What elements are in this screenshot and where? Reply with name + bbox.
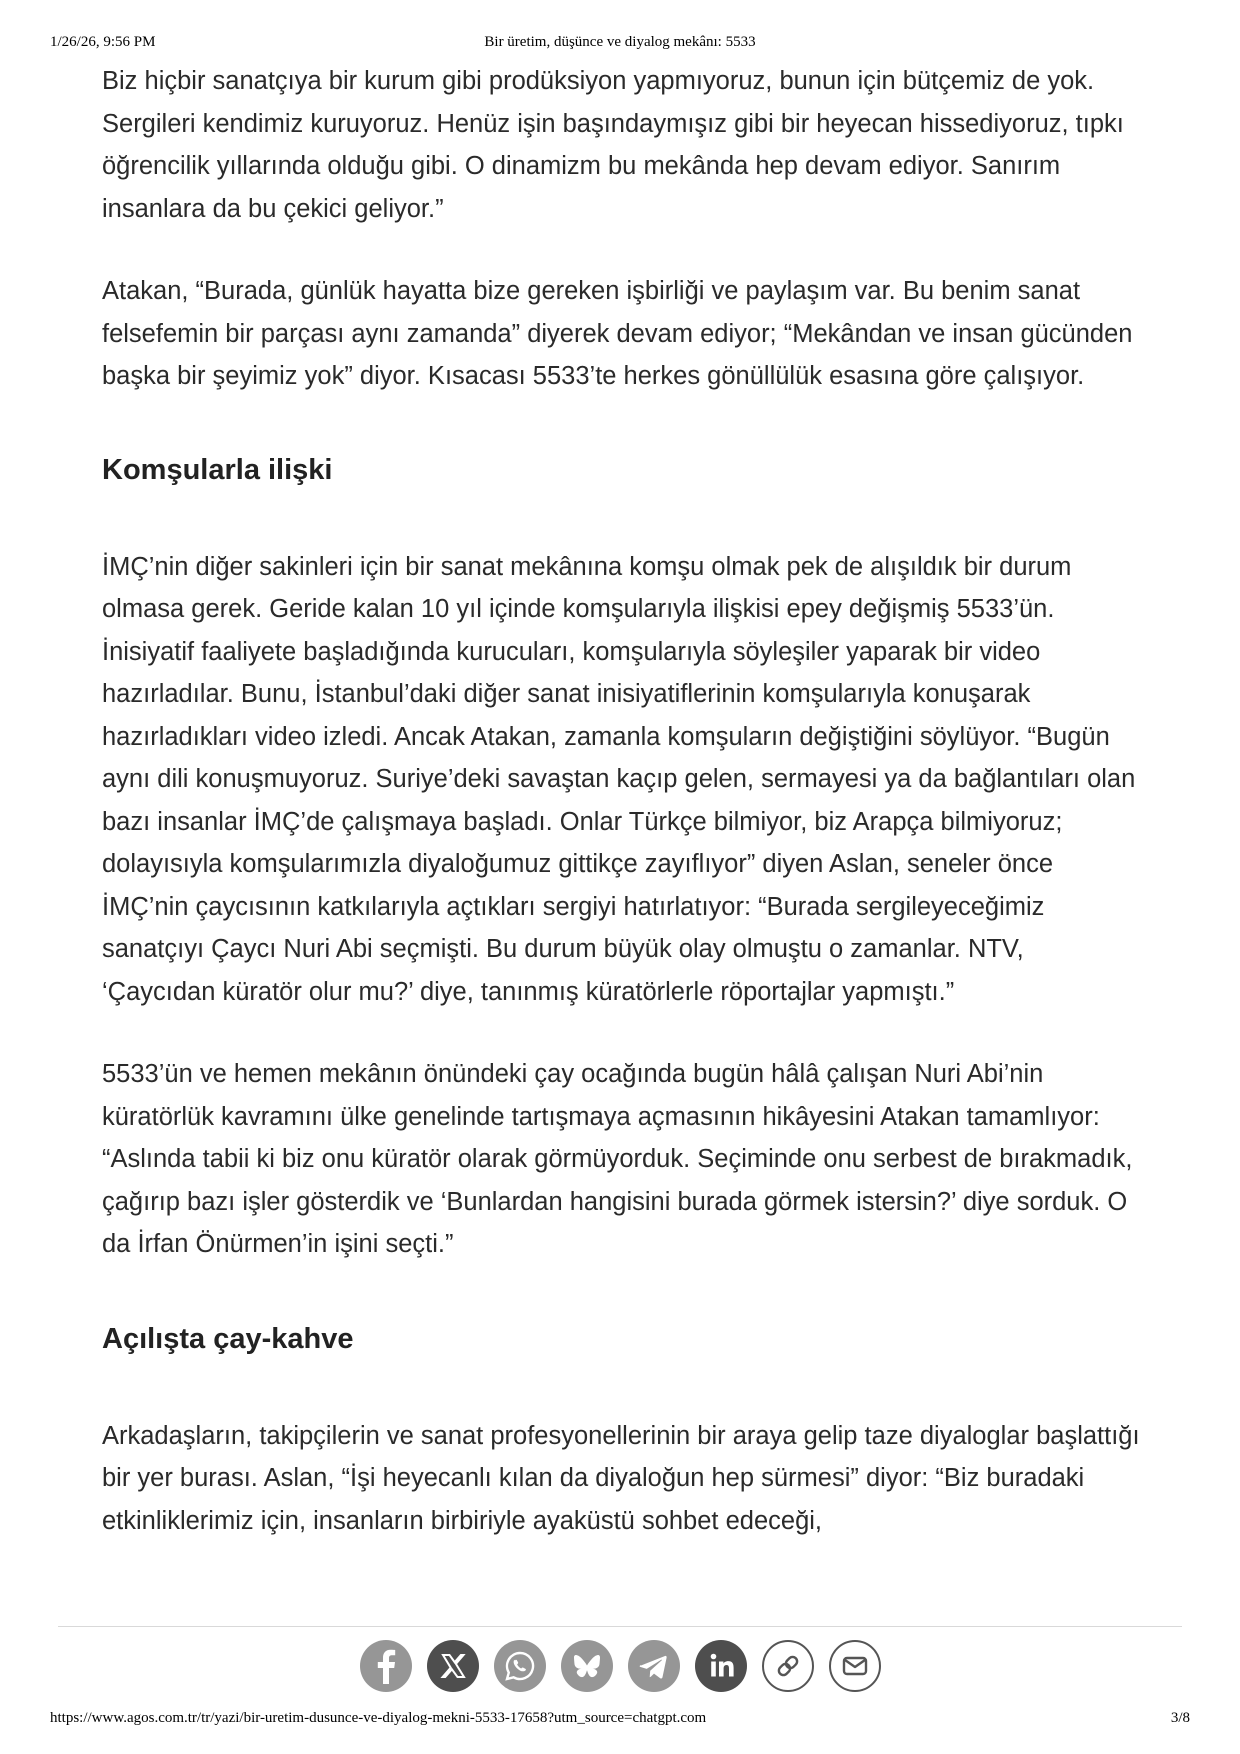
share-email-button[interactable]: [829, 1640, 881, 1692]
link-icon: [764, 1642, 812, 1690]
share-facebook-button[interactable]: [360, 1640, 412, 1692]
article-paragraph: Arkadaşların, takipçilerin ve sanat profesyonellerinin bir araya gelip taze diyaloglar başlattığı bir yer burası. Aslan, “İşi heyecanlı kılan da diyaloğun hep sürmesi” diyor: “Biz buradaki etkinliklerimiz için, insanların birbiriyle ayaküstü sohbet edeceği,: [102, 1421, 1140, 1535]
section-heading: Açılışta çay-kahve: [102, 1322, 354, 1355]
print-page-title: Bir üretim, düşünce ve diyalog mekânı: 5533: [484, 34, 756, 50]
linkedin-icon: [695, 1640, 747, 1692]
print-datetime: 1/26/26, 9:56 PM: [50, 34, 156, 50]
x-icon: [427, 1640, 479, 1692]
share-linkedin-button[interactable]: [695, 1640, 747, 1692]
article-paragraph: 5533’ün ve hemen mekânın önündeki çay ocağında bugün hâlâ çalışan Nuri Abi’nin küratörlük kavramını ülke genelinde tartışmaya açmasının hikâyesini Atakan tamamlıyor: “Aslında tabii ki biz onu küratör olarak görmüyorduk. Seçiminde onu serbest de bırakmadık, çağırıp bazı işler gösterdik ve ‘Bunlardan hangisini burada görmek istersin?’ diye sorduk. O da İrfan Önürmen’in işini seçti.”: [102, 1060, 1133, 1258]
section-heading: Komşularla ilişki: [102, 453, 333, 486]
facebook-icon: [360, 1640, 412, 1692]
whatsapp-icon: [494, 1640, 546, 1692]
article-body: [102, 60, 1142, 1542]
share-copy-link-button[interactable]: [762, 1640, 814, 1692]
article-paragraph: Atakan, “Burada, günlük hayatta bize gereken işbirliği ve paylaşım var. Bu benim sanat felsefemin bir parçası aynı zamanda” diyerek devam ediyor; “Mekândan ve insan gücünden başka bir şeyimiz yok” diyor. Kısacası 5533’te herkes gönüllülük esasına göre çalışıyor.: [102, 277, 1133, 390]
print-header: [50, 34, 1190, 54]
print-footer: [50, 1710, 1190, 1730]
share-x-button[interactable]: [427, 1640, 479, 1692]
share-bar: [0, 1640, 1240, 1692]
share-bluesky-button[interactable]: [561, 1640, 613, 1692]
share-whatsapp-button[interactable]: [494, 1640, 546, 1692]
email-icon: [831, 1642, 879, 1690]
page-number: 3/8: [1170, 1710, 1190, 1726]
article-paragraph: Biz hiçbir sanatçıya bir kurum gibi prodüksiyon yapmıyoruz, bunun için bütçemiz de yok. Sergileri kendimiz kuruyoruz. Henüz işin başındaymışız gibi bir heyecan hissediyoruz, tıpkı öğrencilik yıllarında olduğu gibi. O dinamizm bu mekânda hep devam ediyor. Sanırım insanlara da bu çekici geliyor.”: [102, 67, 1124, 223]
share-telegram-button[interactable]: [628, 1640, 680, 1692]
bluesky-icon: [561, 1640, 613, 1692]
print-url: https://www.agos.com.tr/tr/yazi/bir-uretim-dusunce-ve-diyalog-mekni-5533-17658?utm_source=chatgpt.com: [50, 1710, 707, 1726]
share-divider: [58, 1626, 1182, 1627]
article-paragraph: İMÇ’nin diğer sakinleri için bir sanat mekânına komşu olmak pek de alışıldık bir durum olmasa gerek. Geride kalan 10 yıl içinde komşularıyla ilişkisi epey değişmiş 5533’ün. İnisiyatif faaliyete başladığında kurucuları, komşularıyla söyleşiler yaparak bir video hazırladılar. Bunu, İstanbul’daki diğer sanat inisiyatiflerinin komşularıyla konuşarak hazırladıkları video izledi. Ancak Atakan, zamanla komşuların değiştiğini söylüyor. “Bugün aynı dili konuşmuyoruz. Suriye’deki savaştan kaçıp gelen, sermayesi ya da bağlantıları olan bazı insanlar İMÇ’de çalışmaya başladı. Onlar Türkçe bilmiyor, biz Arapça bilmiyoruz; dolayısıyla komşularımızla diyaloğumuz gittikçe zayıflıyor” diyen Aslan, seneler önce İMÇ’nin çaycısının katkılarıyla açtıkları sergiyi hatırlatıyor: “Burada sergileyeceğimiz sanatçıyı Çaycı Nuri Abi seçmişti. Bu durum büyük olay olmuştu o zamanlar. NTV, ‘Çaycıdan küratör olur mu?’ diye, tanınmış küratörlerle röportajlar yapmıştı.”: [102, 552, 1136, 1006]
telegram-icon: [628, 1640, 680, 1692]
